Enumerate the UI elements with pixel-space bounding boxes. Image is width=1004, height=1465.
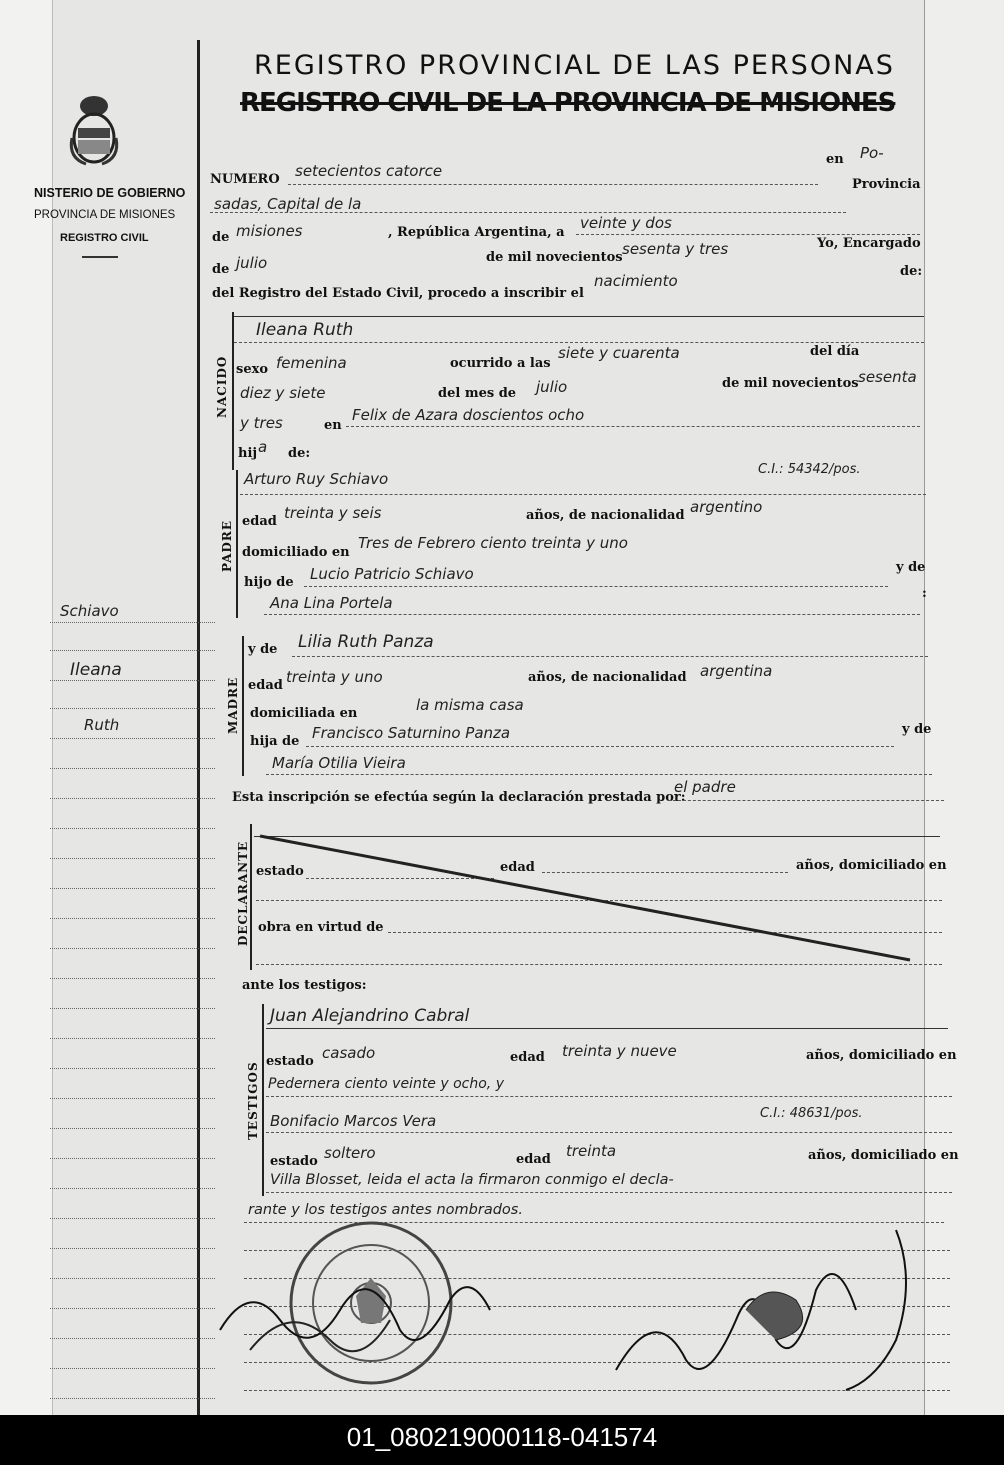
madre-nac-label: años, de nacionalidad [528, 670, 687, 685]
margin-line [50, 858, 215, 859]
w2-estado-label: estado [270, 1154, 318, 1169]
hij-de-label: de: [288, 446, 311, 461]
fill-line [266, 774, 932, 775]
margin-line [50, 1368, 215, 1369]
fill-line [266, 1132, 952, 1133]
w2-edad-value: treinta [566, 1142, 617, 1160]
margin-line [50, 918, 215, 919]
fill-line [306, 746, 894, 747]
witness1-name: Juan Alejandrino Cabral [270, 1006, 470, 1026]
maternal-grandmother: María Otilia Vieira [272, 754, 406, 772]
city-value: sadas, Capital de la [214, 195, 362, 213]
ministry-label: NISTERIO DE GOBIERNO [34, 186, 186, 200]
declarante-anos-label: años, domiciliado en [796, 858, 947, 873]
birth-place: Felix de Azara doscientos ocho [352, 406, 585, 424]
en-value: Po- [860, 144, 884, 162]
en-label: en [826, 152, 844, 167]
dia-value: diez y siete [240, 384, 326, 402]
testigos-ante-label: ante los testigos: [242, 978, 367, 993]
declaration-value: el padre [674, 778, 736, 796]
madre-dom-value: la misma casa [416, 696, 524, 714]
de-label: de [212, 230, 230, 245]
margin-line [50, 1158, 215, 1159]
declarante-obra-label: obra en virtud de [258, 920, 384, 935]
w1-domicilio: Pedernera ciento veinte y ocho, y [268, 1076, 504, 1092]
margin-line [50, 1278, 215, 1279]
office-label: REGISTRO CIVIL [60, 232, 149, 244]
child-name: Ileana Ruth [256, 320, 354, 340]
numero-label: NUMERO [210, 172, 280, 187]
margin-line [50, 768, 215, 769]
republica-label: , República Argentina, a [388, 225, 565, 240]
day-value: veinte y dos [580, 214, 672, 232]
madre-section-label: MADRE [226, 676, 240, 734]
yo-label: Yo, Encargado [817, 236, 921, 251]
madre-edad-label: edad [248, 678, 283, 693]
madre-edad-value: treinta y uno [286, 668, 383, 686]
hour-value: siete y cuarenta [558, 344, 680, 362]
month-value: julio [236, 254, 268, 272]
w2-anos-label: años, domiciliado en [808, 1148, 959, 1163]
fill-line [266, 1096, 952, 1097]
father-name: Arturo Ruy Schiavo [244, 470, 389, 488]
fill-line [234, 342, 924, 343]
margin-line [50, 650, 215, 651]
padre-y-de-label: y de [896, 560, 926, 575]
hij-suffix: a [258, 438, 268, 456]
image-id-banner: 01_080219000118-041574 [0, 1415, 1004, 1465]
witness2-ci: C.I.: 48631/pos. [760, 1106, 863, 1121]
margin-line [50, 798, 215, 799]
declarante-edad-label: edad [500, 860, 535, 875]
rule [266, 1028, 948, 1029]
w2-edad-label: edad [516, 1152, 551, 1167]
margin-line [50, 1218, 215, 1219]
section-bar [236, 470, 238, 618]
year-label: de mil novecientos [486, 250, 623, 265]
sexo-value: femenina [276, 354, 347, 372]
struck-title: REGISTRO CIVIL DE LA PROVINCIA DE MISIONES [240, 88, 896, 118]
w1-estado-value: casado [322, 1044, 376, 1062]
provincia-label: Provincia [852, 177, 921, 192]
padre-hijo-label: hijo de [244, 575, 294, 590]
margin-note-middlename: Ruth [84, 716, 120, 734]
sexo-label: sexo [236, 362, 269, 377]
margin-divider [197, 40, 200, 1415]
fill-line [240, 494, 926, 495]
fill-line [304, 586, 888, 587]
hour-label: ocurrido a las [450, 356, 551, 371]
declarante-section-label: DECLARANTE [236, 840, 250, 946]
fill-line [292, 656, 928, 657]
father-ci: C.I.: 54342/pos. [758, 462, 861, 477]
de2-label: de [212, 262, 230, 277]
de3-label: de: [900, 264, 923, 279]
nacido-year-value2: y tres [240, 414, 283, 432]
signature-declarant [596, 1220, 926, 1400]
margin-line [50, 1398, 215, 1399]
signature-official [210, 1240, 510, 1380]
w1-edad-value: treinta y nueve [562, 1042, 677, 1060]
madre-y-de2-label: y de [902, 722, 932, 737]
padre-dom-value: Tres de Febrero ciento treinta y uno [358, 534, 628, 552]
margin-line [50, 708, 215, 709]
province-value: misiones [236, 222, 303, 240]
madre-nac-value: argentina [700, 662, 773, 680]
fill-line [264, 614, 920, 615]
fill-line [668, 800, 944, 801]
margin-line [50, 888, 215, 889]
nacido-en-label: en [324, 418, 342, 433]
fill-line [210, 212, 846, 213]
fill-line [346, 426, 920, 427]
w1-estado-label: estado [266, 1054, 314, 1069]
w1-anos-label: años, domiciliado en [806, 1048, 957, 1063]
margin-note-firstname: Ileana [70, 660, 122, 680]
act-value: nacimiento [594, 272, 678, 290]
numero-value: setecientos catorce [295, 162, 443, 180]
declaration-label: Esta inscripción se efectúa según la declaración prestada por: [232, 790, 686, 805]
page-title: REGISTRO PROVINCIAL DE LAS PERSONAS [254, 50, 895, 81]
padre-section-label: PADRE [220, 520, 234, 572]
margin-line [50, 978, 215, 979]
padre-colon: : [922, 586, 927, 601]
nacido-year-label: de mil novecientos [722, 376, 859, 391]
paternal-grandmother: Ana Lina Portela [270, 594, 393, 612]
mes-label: del mes de [438, 386, 517, 401]
margin-line [50, 1008, 215, 1009]
hij-label: hij [238, 446, 258, 461]
padre-edad-label: edad [242, 514, 277, 529]
padre-edad-value: treinta y seis [284, 504, 382, 522]
margin-line [50, 948, 215, 949]
margin-line [50, 680, 215, 681]
fill-line [266, 1192, 952, 1193]
declarante-estado-label: estado [256, 864, 304, 879]
margin-line [50, 738, 215, 739]
margin-line [50, 622, 215, 623]
testigos-section-label: TESTIGOS [246, 1061, 260, 1140]
madre-hija-label: hija de [250, 734, 300, 749]
paternal-grandfather: Lucio Patricio Schiavo [310, 565, 474, 583]
w1-edad-label: edad [510, 1050, 545, 1065]
madre-dom-label: domiciliada en [250, 706, 358, 721]
margin-line [50, 1188, 215, 1189]
strike-through-diagonal [250, 830, 940, 970]
nacido-section-label: NACIDO [215, 355, 229, 418]
w2-estado-value: soltero [324, 1144, 376, 1162]
margin-line [50, 1038, 215, 1039]
margin-line [50, 1248, 215, 1249]
province-label: PROVINCIA DE MISIONES [34, 209, 176, 221]
closing-text: rante y los testigos antes nombrados. [248, 1202, 523, 1218]
coat-of-arms-icon [66, 88, 122, 168]
padre-nac-value: argentino [690, 498, 763, 516]
margin-note-surname: Schiavo [60, 602, 119, 620]
dia-label: del día [810, 344, 860, 359]
nacido-year-value: sesenta [858, 368, 917, 386]
padre-dom-label: domiciliado en [242, 545, 350, 560]
section-bar [242, 636, 244, 776]
margin-line [50, 828, 215, 829]
madre-y-de-label: y de [248, 642, 278, 657]
registry-label: del Registro del Estado Civil, procedo a inscribir el [212, 286, 584, 301]
rule [234, 316, 924, 317]
mes-value: julio [536, 378, 568, 396]
w2-domicilio: Villa Blosset, leida el acta la firmaron conmigo el decla- [270, 1172, 674, 1188]
padre-nac-label: años, de nacionalidad [526, 508, 685, 523]
fill-line [288, 184, 818, 185]
margin-line [50, 1338, 215, 1339]
fill-line [576, 234, 920, 235]
margin-line [50, 1128, 215, 1129]
witness2-name: Bonifacio Marcos Vera [270, 1112, 437, 1130]
margin-line [50, 1068, 215, 1069]
page-edge [924, 0, 1004, 1415]
section-bar [232, 312, 234, 470]
margin-line [50, 1098, 215, 1099]
maternal-grandfather: Francisco Saturnino Panza [312, 724, 511, 742]
section-bar [262, 1004, 264, 1196]
mother-name: Lilia Ruth Panza [298, 632, 434, 652]
margin-line [50, 1308, 215, 1309]
office-underline [82, 256, 118, 258]
year-value: sesenta y tres [622, 240, 729, 258]
